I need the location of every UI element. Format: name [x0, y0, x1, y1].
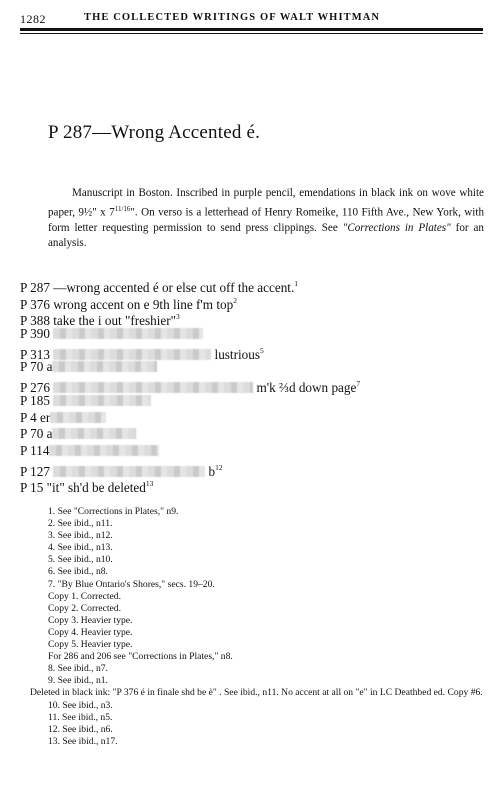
footnote: Copy 5. Heavier type. [48, 639, 133, 651]
redacted-text [53, 382, 253, 393]
footnote: 7. "By Blue Ontario's Shores," secs. 19–20. [48, 578, 215, 590]
footnote: Copy 3. Heavier type. [48, 614, 133, 626]
footnote: 3. See ibid., n12. [48, 530, 113, 542]
entry-row: P 313 lustrious$^5$ [20, 345, 264, 362]
footnote: 5. See ibid., n10. [48, 554, 113, 566]
entry-row: P 185 [20, 393, 480, 410]
header-rule-thin [20, 33, 483, 34]
redacted-text [53, 349, 211, 360]
redacted-text [52, 361, 157, 372]
footnote: Deleted in black ink: "P 376 é in finale shd be è" . See ibid., n11. No accent at all on "e" in LC Deathbed ed. Copy #6. [30, 687, 483, 699]
footnote-marker: 1 [294, 279, 299, 288]
redacted-text [50, 412, 106, 423]
entry-row: P 287 —wrong accented é or else cut off the accent.$^1$ [20, 279, 299, 295]
dimension-fraction: 11/16 [114, 204, 131, 213]
footnote-marker: 13 [145, 479, 154, 489]
section-title: P 287—Wrong Accented é. [48, 122, 261, 143]
entry-row: P 390 [20, 326, 480, 343]
page-number: 1282 [20, 12, 46, 26]
footnote: Copy 1. Corrected. [48, 590, 122, 602]
entry-row: P 376 wrong accent on e 9th line f'm top$^2$ [20, 295, 237, 312]
footnote: 12. See ibid., n6. [48, 723, 113, 735]
intro-paragraph [48, 186, 484, 252]
redacted-text [52, 428, 136, 439]
footnotes [30, 506, 484, 748]
intro-text-3: for an analysis. [48, 221, 484, 250]
footnote: 1. See "Corrections in Plates," n9. [48, 506, 179, 517]
footnote: Copy 4. Heavier type. [48, 626, 133, 638]
entry-row: P 15 "it" sh'd be deleted$^{13}$ [20, 479, 154, 496]
running-title: THE COLLECTED WRITINGS OF WALT WHITMAN [84, 12, 381, 23]
footnote-marker: 7 [356, 379, 361, 389]
footnote: 6. See ibid., n8. [48, 566, 108, 578]
entry-row: P 70 a [20, 359, 480, 376]
entry-row: P 388 take the i out "freshier"$^3$ [20, 312, 180, 329]
entry-row: P 127 $b^{12}$ [20, 462, 223, 479]
redacted-text [53, 395, 151, 406]
footnote: Copy 2. Corrected. [48, 602, 122, 614]
footnote: 4. See ibid., n13. [48, 542, 113, 554]
footnote-marker: 3 [176, 312, 180, 322]
manuscript-entries [20, 276, 480, 496]
footnote: 10. See ibid., n3. [48, 699, 113, 711]
footnote: 13. See ibid., n17. [48, 735, 118, 747]
entry-row: P 4 er [20, 410, 480, 427]
footnote: 11. See ibid., n5. [48, 711, 113, 723]
intro-text-2: ". On verso is a letterhead of Henry Romeike, 110 Fifth Ave., New York, with form letter requesting permission to send press clippings. See [48, 206, 484, 234]
header-rule-thick [20, 28, 483, 31]
footnote: 9. See ibid., n1. [48, 675, 108, 687]
footnote-marker: 2 [233, 295, 237, 305]
entry-row: P 70 a [20, 426, 480, 443]
redacted-text [53, 328, 203, 339]
intro-text-1: Manuscript in Boston. Inscribed in purple pencil, emendations in black ink on wove white paper, 9½" x 7 [48, 187, 484, 219]
corrections-reference: "Corrections in Plates" [342, 221, 451, 234]
redacted-text [49, 445, 159, 456]
footnote: 2. See ibid., n11. [48, 518, 113, 530]
footnote-marker: 12 [215, 462, 223, 472]
footnote-marker: 5 [259, 345, 264, 355]
redacted-text [53, 466, 205, 477]
entry-row: P 114 [20, 443, 480, 460]
footnote: 8. See ibid., n7. [48, 663, 108, 675]
footnote: For 286 and 206 see "Corrections in Plates," n8. [48, 651, 233, 663]
entry-row: P 276 m'k ⅔d down page$^7$ [20, 379, 361, 396]
